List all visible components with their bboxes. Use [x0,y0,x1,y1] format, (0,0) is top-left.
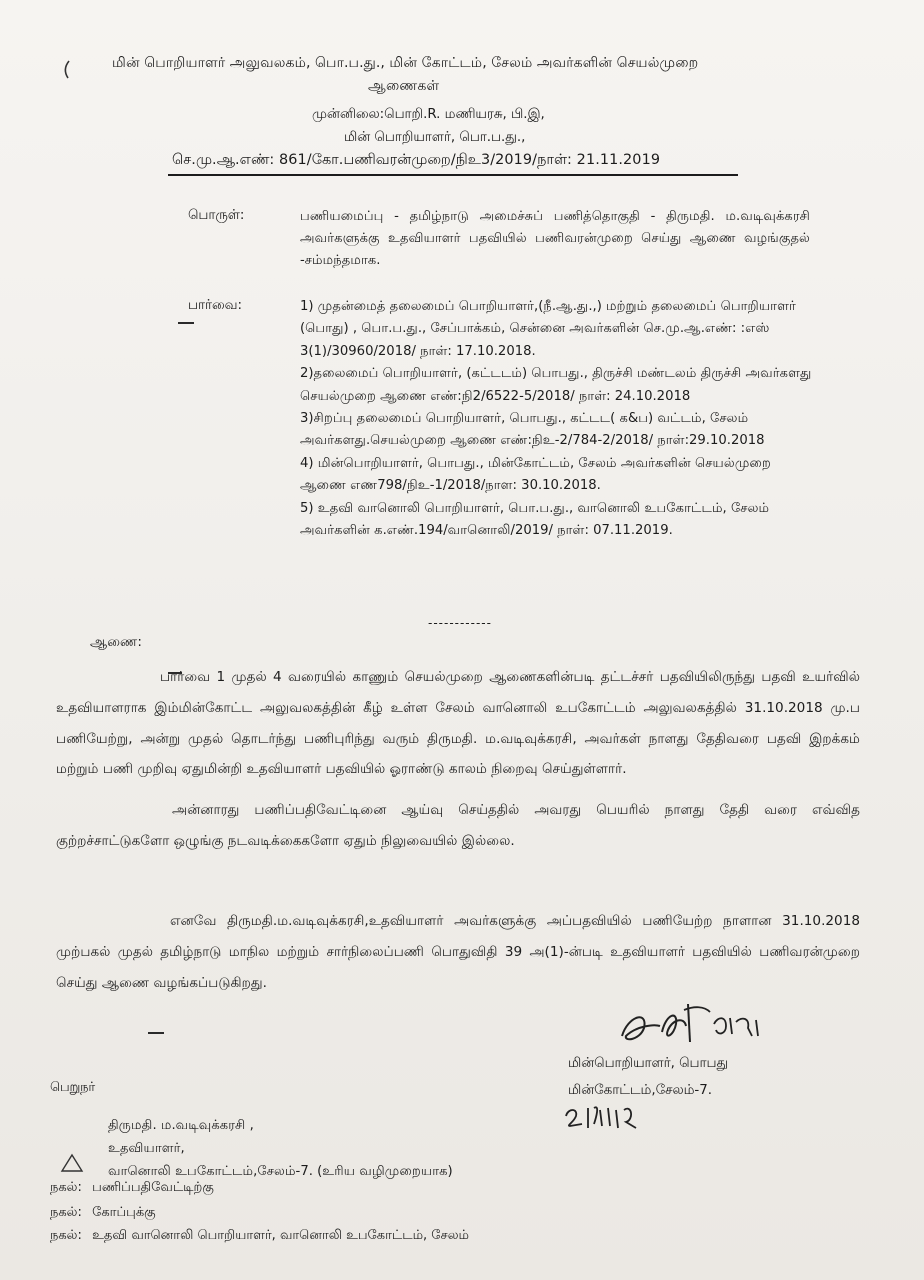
copy-label: நகல்: [50,1228,82,1243]
signatory-office: மின்கோட்டம்,சேலம்-7. [568,1083,713,1098]
reference-item: 5) உதவி வானொலி பொறியாளர், பொ.ப.து., வானொலி உபகோட்டம், சேலம் அவர்களின் க.எண்.194/வானொலி/2019/ நாள்: 07.11.2019. [300,500,770,539]
handwritten-date-icon [560,1096,656,1136]
copy-label: நகல்: [50,1180,82,1195]
references-label: பார்வை: [188,298,242,313]
order-paragraph-3: எனவே திருமதி.ம.வடிவுக்கரசி,உதவியாளர் அவர்களுக்கு அப்பதவியில் பணியேற்ற நாளான 31.10.2018 முற்பகல் முதல் தமிழ்நாடு மாநில மற்றும் சார்நிலைப்பணி பொதுவிதி 39 அ(1)-ன்படி உதவியாளர் பதவியில் பணிவரன்முறை செய்து ஆணை வழங்கப்படுகிறது. [56,913,860,991]
references-list [300,296,820,542]
copy-recipient: உதவி வானொலி பொறியாளர், வானொலி உபகோட்டம், சேலம் [92,1228,469,1243]
reference-item: 1) முதன்மைத் தலைமைப் பொறியாளர்,(நீ.ஆ.து.,) மற்றும் தலைமைப் பொறியாளர் (பொது) , பொ.ப.து., சேப்பாக்கம், சென்னை அவர்களின் செ.மு.ஆ.எண்: :எஸ் 3(1)/30960/2018/ நாள்: 17.10.2018. [300,299,796,359]
triangle-mark-icon [60,1152,84,1174]
subject-text: பணியமைப்பு - தமிழ்நாடு அமைச்சுப் பணித்தொகுதி - திருமதி. ம.வடிவுக்கரசி அவர்களுக்கு உதவியாளர் பதவியில் பணிவரன்முறை செய்து ஆணை வழங்குதல் -சம்மந்தமாக. [300,209,810,268]
presiding-officer: முன்னிலை:பொறி.R. மணியரசு, பி.இ, [312,107,545,122]
order-paragraph-1: பார்வை 1 முதல் 4 வரையில் காணும் செயல்முறை ஆணைகளின்படி தட்டச்சர் பதவியிலிருந்து பதவி உயர்வில் உதவியாளராக இம்மின்கோட்ட அலுவலகத்தின் கீழ் உள்ள சேலம் வானொலி உபகோட்டம் அலுவலகத்தில் 31.10.2018 மு.ப பணியேற்று, அன்று முதல் தொடர்ந்து பணிபுரிந்து வரும் திருமதி. ம.வடிவுக்கரசி, அவர்கள் நாளது தேதிவரை பதவி இறக்கம் மற்றும் பணி முறிவு ஏதுமின்றி உதவியாளர் பதவியில் ஓராண்டு காலம் நிறைவு செய்துள்ளார். [56,669,860,778]
copy-recipient: கோப்புக்கு [92,1205,156,1220]
order-heading: ஆணை: [90,634,142,650]
recipient-address [108,1114,453,1183]
copy-recipient: பணிப்பதிவேட்டிற்கு [92,1180,214,1195]
order-paragraph-2: அன்னாரது பணிப்பதிவேட்டினை ஆய்வு செய்ததில் அவரது பெயரில் நாளது தேதி வரை எவ்வித குற்றச்சாட்டுகளோ ஒழுங்கு நடவடிக்கைகளோ ஏதும் நிலுவையில் இல்லை. [56,802,860,849]
signatory-title: மின்பொறியாளர், பொபது [568,1056,729,1071]
recipient-name: திருமதி. ம.வடிவுக்கரசி , [108,1118,254,1133]
pen-mark-icon [60,58,82,84]
reference-item: 4) மின்பொறியாளர், பொபது., மின்கோட்டம், சேலம் அவர்களின் செயல்முறை ஆணை எண798/நிஉ-1/2018/நாள: 30.10.2018. [300,455,771,494]
copy-line [50,1180,214,1196]
copy-line [50,1205,156,1221]
reference-number: செ.மு.ஆ.எண்: 861/கோ.பணிவரன்முறை/நிஉ3/2019/நாள்: 21.11.2019 [172,152,661,168]
section-separator: ------------ [428,616,492,630]
copy-label: நகல்: [50,1205,82,1220]
document-title [112,52,832,98]
recipient-post: உதவியாளர், [108,1141,185,1156]
pen-dash [178,322,194,324]
handwritten-signature [614,996,784,1052]
subject-label: பொருள்: [188,208,245,223]
reference-item: 3)சிறப்பு தலைமைப் பொறியாளர், பொபது., கட்டட( க&ப) வட்டம், சேலம் அவர்களது.செயல்முறை ஆணை எண்:நிஉ-2/784-2/2018/ நாள்:29.10.2018 [300,411,765,449]
pen-dash [148,1032,164,1034]
reference-item: 2)தலைமைப் பொறியாளர், (கட்டடம்) பொபது., திருச்சி மண்டலம் திருச்சி அவர்களது செயல்முறை ஆணை எண்:நி2/6522-5/2018/ நாள்: 24.10.2018 [300,366,812,404]
officer-designation: மின் பொறியாளர், பொ.ப.து., [344,130,526,145]
recipient-office: வானொலி உபகோட்டம்,சேலம்-7. (உரிய வழிமுறையாக) [108,1164,453,1179]
recipient-label: பெறுநர் [50,1080,96,1095]
copy-line [50,1228,469,1244]
title-line-1: மின் பொறியாளர் அலுவலகம், பொ.ப.து., மின் கோட்டம், சேலம் அவர்களின் செயல்முறை [112,55,699,71]
title-line-2: ஆணைகள் [368,78,440,94]
reference-underline [168,174,738,176]
